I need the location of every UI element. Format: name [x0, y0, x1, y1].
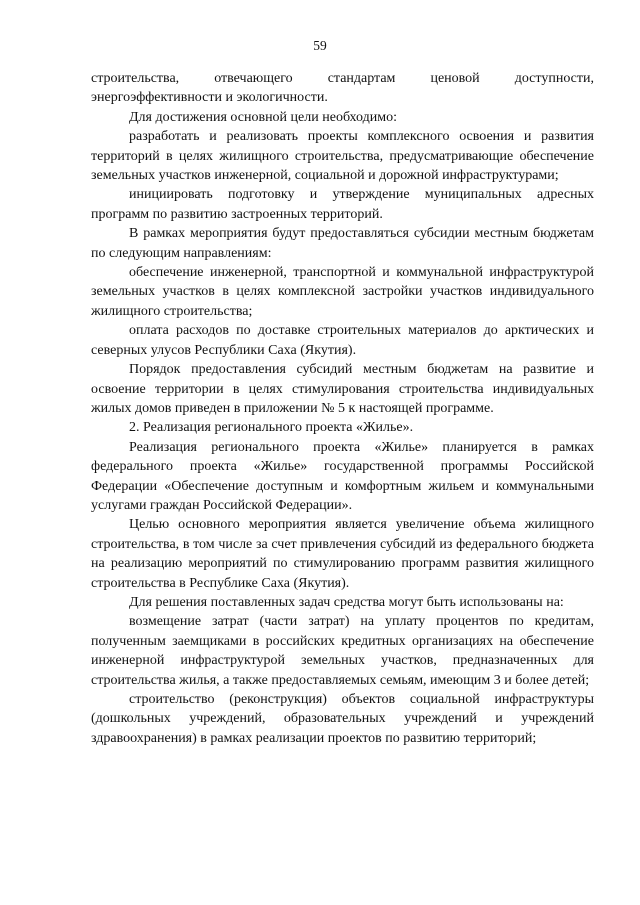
list-item: инициировать подготовку и утверждение муниципальных адресных программ по развитию застроенных территорий. [91, 187, 594, 222]
section-heading: 2. Реализация регионального проекта «Жилье». [129, 420, 414, 436]
paragraph: Для достижения основной цели необходимо: [129, 109, 397, 125]
list-item: оплата расходов по доставке строительных материалов до арктических и северных улусов Республики Саха (Якутия). [91, 323, 594, 358]
paragraph: В рамках мероприятия будут предоставляться субсидии местным бюджетам по следующим направлениям: [91, 226, 594, 261]
document-body [91, 69, 594, 748]
list-item: обеспечение инженерной, транспортной и коммунальной инфраструктурой земельных участков в целях комплексной застройки участков индивидуального жилищного строительства; [91, 265, 594, 319]
paragraph-continuation: строительства, отвечающего стандартам ценовой доступности, энергоэффективности и экологичности. [91, 71, 594, 106]
paragraph: Для решения поставленных задач средства могут быть использованы на: [129, 594, 564, 610]
list-item: разработать и реализовать проекты комплексного освоения и развития территорий в целях жилищного строительства, предусматривающие обеспечение земельных участков инженерной, социальной и дорожной инфраструктурами; [91, 129, 594, 184]
paragraph: Порядок предоставления субсидий местным бюджетам на развитие и освоение территории в целях стимулирования строительства индивидуальных жилых домов приведен в приложении № 5 к настоящей программе. [91, 362, 594, 416]
page-number: 59 [313, 38, 327, 53]
list-item: строительство (реконструкция) объектов социальной инфраструктуры (дошкольных учреждений, образовательных учреждений и учреждений здравоохранения) в рамках реализации проектов по развитию территорий; [91, 692, 594, 746]
list-item: возмещение затрат (части затрат) на уплату процентов по кредитам, полученным заемщиками в российских кредитных организациях на обеспечение инженерной инфраструктурой земельных участков, предназначенных для строительства жилья, а также предоставляемых семьям, имеющим 3 и более детей; [91, 614, 594, 688]
paragraph: Реализация регионального проекта «Жилье» планируется в рамках федерального проекта «Жилье» государственной программы Российской Федерации «Обеспечение доступным и комфортным жильем и коммунальными услугами граждан Российской Федерации». [91, 439, 594, 513]
paragraph: Целью основного мероприятия является увеличение объема жилищного строительства, в том числе за счет привлечения субсидий из федерального бюджета на реализацию мероприятий по стимулированию программ развития жилищного строительства в Республике Саха (Якутия). [91, 517, 594, 591]
